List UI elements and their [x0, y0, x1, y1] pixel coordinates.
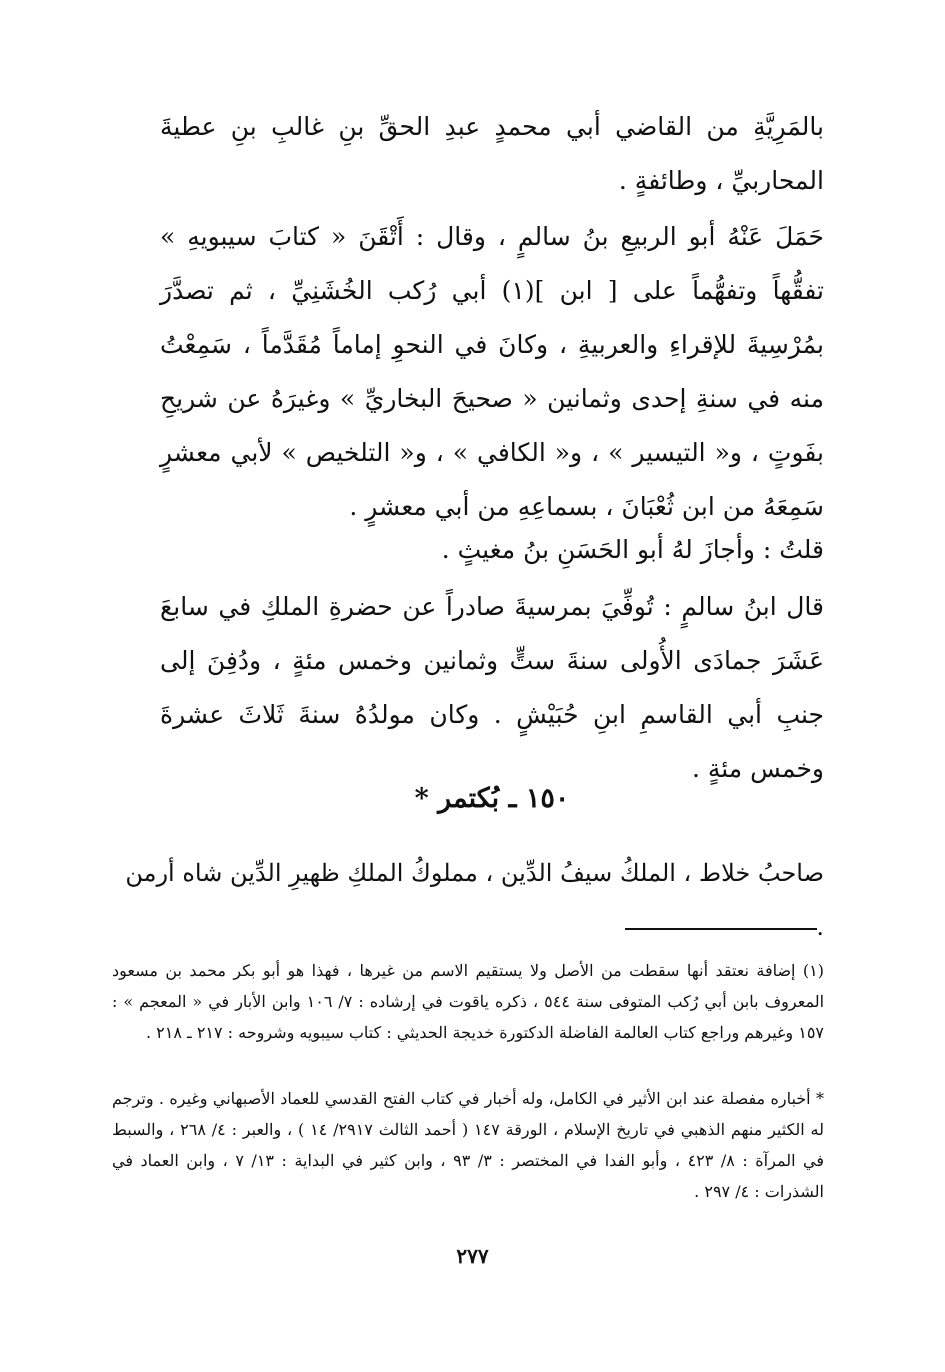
paragraph-4-text: قال ابنُ سالمٍ : تُوفِّيَ بمرسيةَ صادراً عن حضرةِ الملكِ في سابعَ عَشَرَ جمادَى الأُولى سنةَ ستٍّ وثمانين وخمس مئةٍ ، ودُفِنَ إلى جنبِ أبي القاسمِ ابنِ حُبَيْشٍ . وكان مولدُهُ سنةَ ثَلاثَ عشرةَ وخمس مئةٍ .	[160, 592, 824, 783]
entry-intro: صاحبُ خلاط ، الملكُ سيفُ الدِّين ، مملوكُ الملكِ ظهيرِ الدِّين شاه أرمن .	[125, 859, 824, 941]
footnote-1	[112, 955, 824, 1048]
paragraph-4	[160, 580, 824, 796]
entry-heading: ١٥٠ ـ بُكتمر *	[414, 783, 570, 814]
paragraph-2-text: حَمَلَ عَنْهُ أبو الربيعِ بنُ سالمٍ ، وقال : أَتْقَنَ « كتابَ سيبويهِ » تفقُّهاً وتفهُّماً على [ ابن ](١) أبي رُكب الخُشَنِيِّ ، ثم تصدَّرَ بمُرْسِيةَ للإقراءِ والعربيةِ ، وكانَ في النحوِ إماماً مُقَدَّماً ، سَمِعْتُ منه في سنةِ إحدى وثمانين « صحيحَ البخاريِّ » وغيرَهُ عن شريحِ بفَوتٍ ، و« التيسير » ، و« الكافي » ، و« التلخيص » لأبي معشرٍ سَمِعَهُ من ابن ثُعْبَانَ ، بسماعِهِ من أبي معشرٍ .	[160, 222, 824, 521]
paragraph-2	[160, 210, 824, 534]
paragraph-3-text: قلتُ : وأجازَ لهُ أبو الحَسَنِ بنُ مغيثٍ .	[441, 535, 824, 564]
footnote-2	[112, 1083, 824, 1207]
page-number: ٢٧٧	[456, 1244, 489, 1268]
paragraph-1-text: بالمَرِيَّةِ من القاضي أبي محمدٍ عبدِ الحقِّ بنِ غالبِ بنِ عطيةَ المحاربيِّ ، وطائفةٍ .	[160, 112, 824, 195]
paragraph-1	[160, 100, 824, 208]
footnote-divider	[625, 928, 817, 930]
footnote-2-text: * أخباره مفصلة عند ابن الأثير في الكامل، وله أخبار في كتاب الفتح القدسي للعماد الأصبهاني وغيره . وترجم له الكثير منهم الذهبي في تاريخ الإسلام ، الورقة ١٤٧ ( أحمد الثالث ٢٩١٧/ ١٤ ) ، والعبر : ٤/ ٢٦٨ ، والسبط في المرآة : ٨/ ٤٢٣ ، وأبو الفدا في المختصر : ٣/ ٩٣ ، وابن كثير في البداية : ١٣/ ٧ ، وابن العماد في الشذرات : ٤/ ٢٩٧ .	[112, 1089, 825, 1201]
paragraph-3	[160, 523, 824, 577]
footnote-1-text: (١) إضافة نعتقد أنها سقطت من الأصل ولا يستقيم الاسم من غيرها ، فهذا هو أبو بكر محمد بن مسعود المعروف بابن أبي رُكب المتوفى سنة ٥٤٤ ، ذكره ياقوت في إرشاده : ٧/ ١٠٦ وابن الأبار في « المعجم » : ١٥٧ وغيرهم وراجع كتاب العالمة الفاضلة الدكتورة خديجة الحديثي : كتاب سيبويه وشروحه : ٢١٧ ـ ٢١٨ .	[112, 961, 825, 1042]
